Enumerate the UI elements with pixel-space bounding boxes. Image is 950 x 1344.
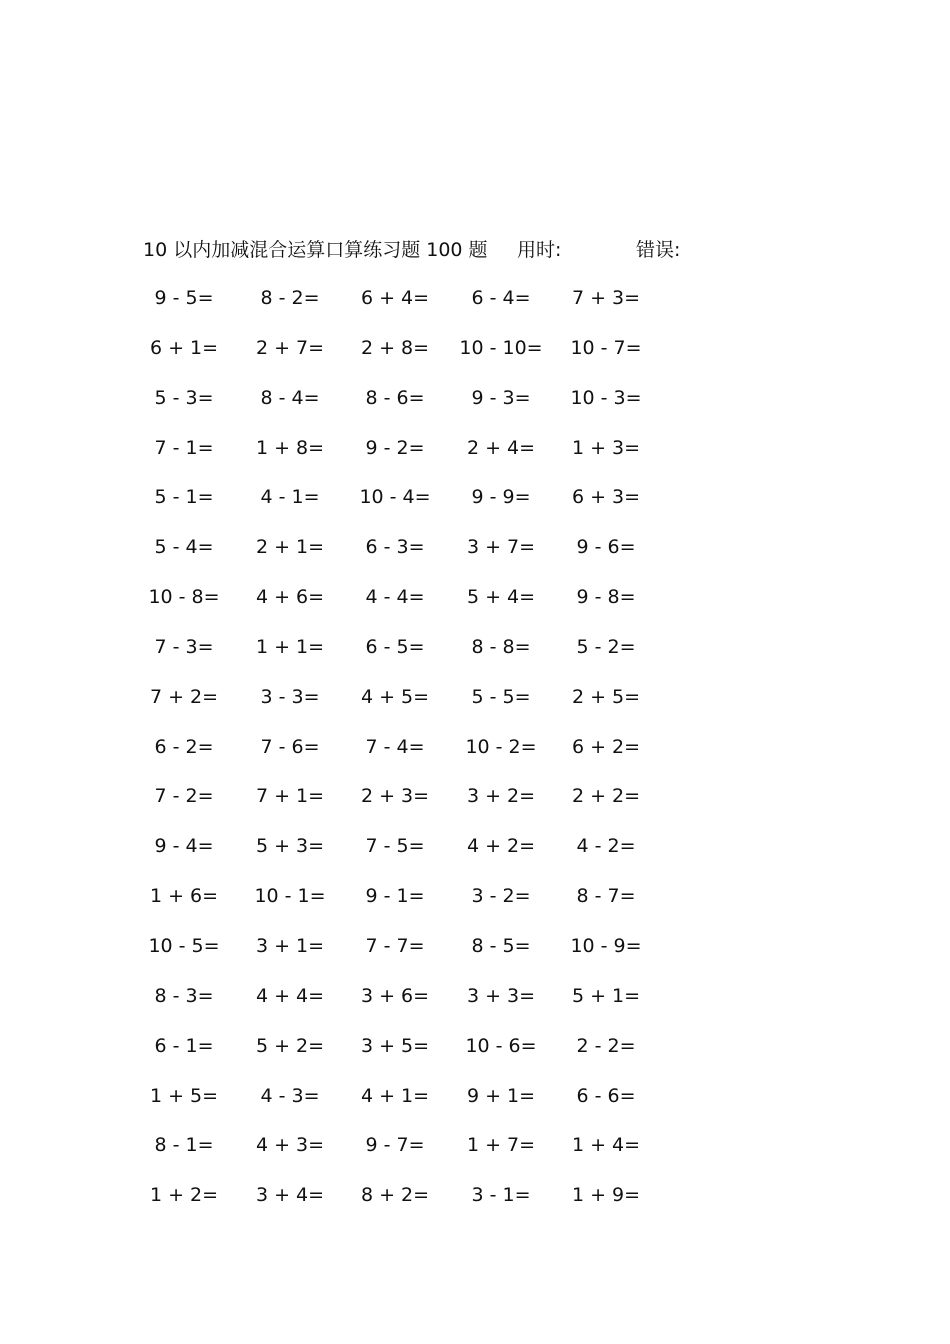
problem-row [0, 932, 950, 982]
problem-item: 1 + 8= [255, 436, 325, 459]
problem-item: 5 + 4= [466, 586, 536, 609]
problem-item: 10 - 3= [570, 386, 642, 409]
problem-item: 10 - 9= [570, 934, 642, 957]
problem-row [0, 384, 950, 434]
problem-item: 4 - 2= [576, 835, 636, 858]
problem-item: 3 + 6= [360, 984, 430, 1007]
problem-item: 10 - 10= [459, 336, 543, 359]
problem-item: 2 + 7= [255, 336, 325, 359]
problem-item: 6 - 2= [154, 735, 214, 758]
problem-item: 5 - 4= [154, 536, 214, 559]
problem-item: 9 - 4= [154, 835, 214, 858]
problem-item: 4 - 3= [260, 1084, 320, 1107]
problem-item: 10 - 8= [148, 586, 220, 609]
problem-item: 10 - 5= [148, 934, 220, 957]
problem-item: 1 + 6= [149, 885, 219, 908]
worksheet-title: 10 以内加减混合运算口算练习题 100 题 [143, 239, 488, 261]
problem-grid [0, 284, 950, 1231]
problem-item: 1 + 5= [149, 1084, 219, 1107]
problem-item: 4 + 5= [360, 685, 430, 708]
problem-item: 4 - 1= [260, 486, 320, 509]
problem-item: 5 + 3= [255, 835, 325, 858]
problem-row [0, 284, 950, 334]
problem-item: 7 - 3= [154, 635, 214, 658]
problem-item: 8 - 3= [154, 984, 214, 1007]
problem-item: 6 - 1= [154, 1034, 214, 1057]
problem-item: 5 - 5= [471, 685, 531, 708]
problem-item: 10 - 1= [254, 885, 326, 908]
problem-row [0, 1032, 950, 1082]
problem-item: 7 + 2= [149, 685, 219, 708]
problem-item: 2 + 5= [571, 685, 641, 708]
problem-item: 9 - 8= [576, 586, 636, 609]
problem-item: 5 - 2= [576, 635, 636, 658]
problem-item: 2 - 2= [576, 1034, 636, 1057]
problem-item: 3 + 4= [255, 1184, 325, 1207]
problem-item: 6 - 3= [365, 536, 425, 559]
problem-item: 7 - 6= [260, 735, 320, 758]
problem-item: 8 - 8= [471, 635, 531, 658]
problem-item: 3 + 3= [466, 984, 536, 1007]
problem-row [0, 832, 950, 882]
problem-item: 3 + 7= [466, 536, 536, 559]
problem-item: 9 - 7= [365, 1134, 425, 1157]
problem-item: 6 + 2= [571, 735, 641, 758]
problem-item: 10 - 4= [359, 486, 431, 509]
problem-row [0, 782, 950, 832]
problem-row [0, 434, 950, 484]
problem-row [0, 583, 950, 633]
problem-item: 9 - 2= [365, 436, 425, 459]
problem-row [0, 982, 950, 1032]
problem-item: 3 - 1= [471, 1184, 531, 1207]
problem-item: 1 + 7= [466, 1134, 536, 1157]
problem-item: 4 + 4= [255, 984, 325, 1007]
problem-item: 6 - 6= [576, 1084, 636, 1107]
problem-item: 1 + 1= [255, 635, 325, 658]
problem-item: 6 - 5= [365, 635, 425, 658]
problem-item: 9 - 1= [365, 885, 425, 908]
problem-item: 8 - 1= [154, 1134, 214, 1157]
problem-item: 5 + 2= [255, 1034, 325, 1057]
problem-item: 9 - 5= [154, 287, 214, 309]
problem-item: 1 + 4= [571, 1134, 641, 1157]
problem-item: 6 - 4= [471, 287, 531, 309]
problem-item: 3 - 3= [260, 685, 320, 708]
problem-item: 6 + 1= [149, 336, 219, 359]
problem-item: 10 - 6= [465, 1034, 537, 1057]
problem-row [0, 1181, 950, 1231]
problem-item: 8 - 2= [260, 287, 320, 309]
problem-row [0, 334, 950, 384]
problem-row [0, 683, 950, 733]
problem-item: 4 + 6= [255, 586, 325, 609]
problem-row [0, 1131, 950, 1181]
problem-item: 10 - 2= [465, 735, 537, 758]
problem-item: 7 - 1= [154, 436, 214, 459]
problem-item: 2 + 3= [360, 785, 430, 808]
problem-item: 5 + 1= [571, 984, 641, 1007]
problem-item: 1 + 2= [149, 1184, 219, 1207]
problem-row [0, 1082, 950, 1132]
problem-item: 7 - 2= [154, 785, 214, 808]
problem-item: 5 - 3= [154, 386, 214, 409]
problem-item: 8 - 6= [365, 386, 425, 409]
problem-item: 2 + 2= [571, 785, 641, 808]
problem-item: 7 - 5= [365, 835, 425, 858]
problem-item: 2 + 4= [466, 436, 536, 459]
problem-item: 9 - 6= [576, 536, 636, 559]
time-used-label: 用时: [517, 239, 562, 261]
problem-item: 3 + 1= [255, 934, 325, 957]
problem-item: 4 + 3= [255, 1134, 325, 1157]
problem-item: 7 - 4= [365, 735, 425, 758]
problem-item: 8 - 4= [260, 386, 320, 409]
problem-item: 4 - 4= [365, 586, 425, 609]
problem-item: 7 + 3= [571, 287, 641, 309]
problem-row [0, 633, 950, 683]
problem-item: 4 + 2= [466, 835, 536, 858]
problem-item: 1 + 9= [571, 1184, 641, 1207]
problem-row [0, 483, 950, 533]
problem-item: 6 + 3= [571, 486, 641, 509]
error-count-label: 错误: [636, 239, 681, 261]
problem-item: 8 - 5= [471, 934, 531, 957]
problem-item: 9 - 9= [471, 486, 531, 509]
problem-item: 10 - 7= [570, 336, 642, 359]
problem-item: 3 + 5= [360, 1034, 430, 1057]
problem-item: 3 - 2= [471, 885, 531, 908]
worksheet-header [143, 236, 843, 264]
problem-row [0, 533, 950, 583]
problem-item: 1 + 3= [571, 436, 641, 459]
problem-item: 7 + 1= [255, 785, 325, 808]
problem-row [0, 733, 950, 783]
problem-item: 2 + 1= [255, 536, 325, 559]
problem-item: 4 + 1= [360, 1084, 430, 1107]
problem-item: 2 + 8= [360, 336, 430, 359]
problem-item: 9 - 3= [471, 386, 531, 409]
problem-item: 6 + 4= [360, 287, 430, 309]
problem-item: 8 + 2= [360, 1184, 430, 1207]
problem-row [0, 882, 950, 932]
problem-item: 5 - 1= [154, 486, 214, 509]
problem-item: 8 - 7= [576, 885, 636, 908]
problem-item: 9 + 1= [466, 1084, 536, 1107]
problem-item: 7 - 7= [365, 934, 425, 957]
problem-item: 3 + 2= [466, 785, 536, 808]
